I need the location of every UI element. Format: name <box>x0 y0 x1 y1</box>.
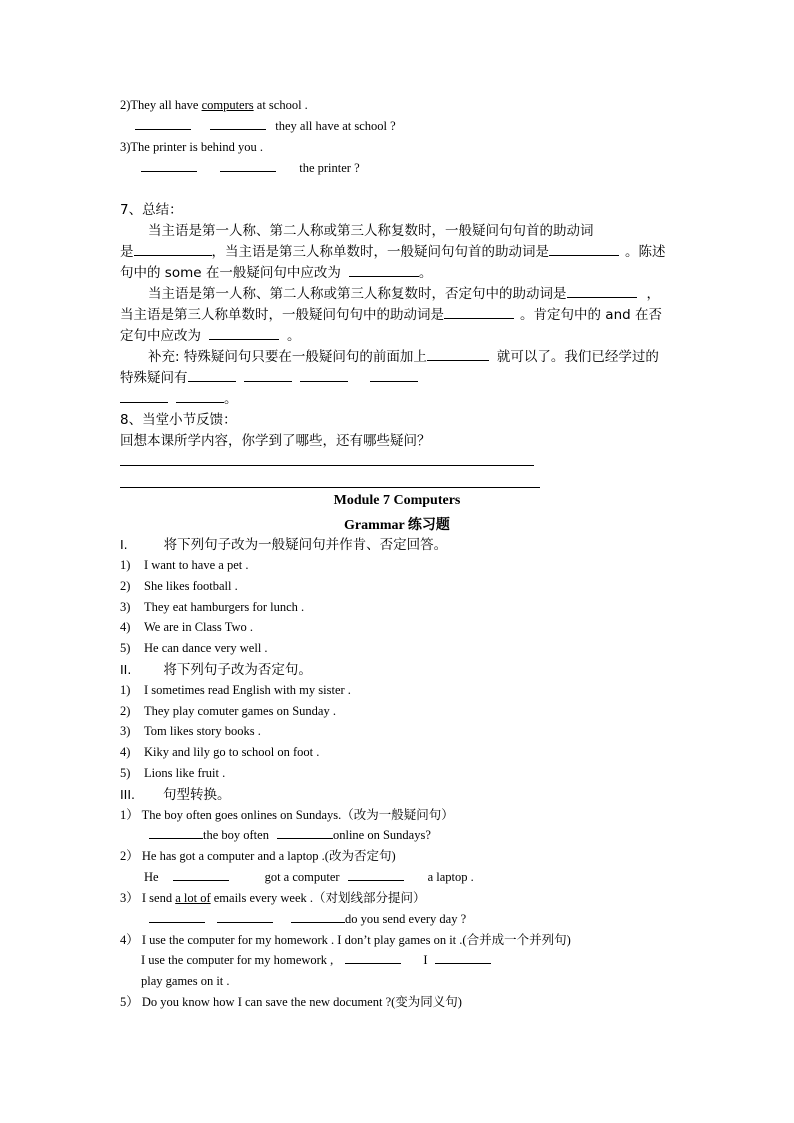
answer-blank[interactable] <box>427 347 489 361</box>
part2-item: 5) Lions like fruit . <box>120 766 226 780</box>
part3-q1: 1） The boy often goes onlines on Sundays.（改为一般疑问句） <box>120 808 454 822</box>
underlined-phrase: a lot of <box>175 891 211 905</box>
part3-q4-continuation: play games on it . <box>141 974 230 988</box>
answer-blank[interactable] <box>244 368 292 382</box>
answer-blank[interactable] <box>149 825 203 839</box>
part3-q4: 4） I use the computer for my homework . I don’t play games on it .(合并成一个并列句) <box>120 933 571 947</box>
summary-p3-line3: 。 <box>120 389 238 410</box>
part3-q3-answer: do you send every day ? <box>149 909 466 930</box>
part3-q1-answer: the boy often online on Sundays? <box>149 825 431 846</box>
answer-blank[interactable] <box>176 389 224 403</box>
part3-q5: 5） Do you know how I can save the new document ?(变为同义句) <box>120 995 462 1009</box>
part1-heading: I. 将下列句子改为一般疑问句并作肯、否定回答。 <box>120 537 448 553</box>
answer-blank[interactable] <box>141 158 197 172</box>
feedback-prompt: 回想本课所学内容，你学到了哪些，还有哪些疑问？ <box>120 433 431 449</box>
answer-blank[interactable] <box>220 158 276 172</box>
q2-sentence: 2)They all have computers at school . <box>120 98 308 112</box>
answer-blank[interactable] <box>217 909 273 923</box>
answer-blank[interactable] <box>345 950 401 964</box>
answer-blank[interactable] <box>173 867 229 881</box>
answer-blank[interactable] <box>120 389 168 403</box>
part2-item: 2) They play comuter games on Sunday . <box>120 704 336 718</box>
part1-item: 4) We are in Class Two . <box>120 620 253 634</box>
summary-p1-line3: 句中的 some 在一般疑问句中应改为 。 <box>120 265 433 281</box>
answer-blank[interactable] <box>444 305 514 319</box>
answer-blank[interactable] <box>300 368 348 382</box>
part3-q2-answer: He got a computer a laptop . <box>144 867 474 888</box>
feedback-answer-line[interactable] <box>120 465 534 466</box>
answer-blank[interactable] <box>567 284 637 298</box>
summary-p2-line3: 定句中应改为 。 <box>120 328 301 344</box>
answer-blank[interactable] <box>291 909 345 923</box>
answer-blank[interactable] <box>135 116 191 130</box>
answer-blank[interactable] <box>549 242 619 256</box>
summary-p1-line1: 当主语是第一人称、第二人称或第三人称复数时，一般疑问句句首的助动词 <box>148 223 594 239</box>
module-subtitle: Grammar 练习题 <box>344 518 450 533</box>
underlined-word: computers <box>201 98 254 112</box>
q3-answer-line: the printer ? <box>141 158 360 179</box>
summary-heading: 7、总结： <box>120 202 183 218</box>
answer-blank[interactable] <box>188 368 236 382</box>
answer-blank[interactable] <box>435 950 491 964</box>
feedback-heading: 8、当堂小节反馈： <box>120 412 237 428</box>
answer-blank[interactable] <box>370 368 418 382</box>
answer-blank[interactable] <box>209 326 279 340</box>
q3-sentence: 3)The printer is behind you . <box>120 140 264 154</box>
part2-item: 1) I sometimes read English with my sister . <box>120 683 351 697</box>
answer-blank[interactable] <box>277 825 333 839</box>
part2-item: 4) Kiky and lily go to school on foot . <box>120 745 320 759</box>
part2-item: 3) Tom likes story books . <box>120 724 261 738</box>
summary-p3-line1: 补充: 特殊疑问句只要在一般疑问句的前面加上 就可以了。我们已经学过的 <box>148 349 659 365</box>
part3-heading: III. 句型转换。 <box>120 787 231 803</box>
part3-q3: 3） I send a lot of emails every week .（对划线部分提问） <box>120 891 426 905</box>
answer-blank[interactable] <box>134 242 212 256</box>
feedback-answer-line[interactable] <box>120 487 540 488</box>
part1-item: 5) He can dance very well . <box>120 641 268 655</box>
part1-item: 1) I want to have a pet . <box>120 558 249 572</box>
answer-blank[interactable] <box>210 116 266 130</box>
part1-item: 2) She likes football . <box>120 579 238 593</box>
summary-p2-line1: 当主语是第一人称、第二人称或第三人称复数时，否定句中的助动词是 ， <box>148 286 660 302</box>
part2-heading: II. 将下列句子改为否定句。 <box>120 662 312 678</box>
q2-answer-line: they all have at school ? <box>135 116 396 137</box>
answer-blank[interactable] <box>349 263 419 277</box>
summary-p3-line2: 特殊疑问有 <box>120 368 418 389</box>
module-title: Module 7 Computers <box>333 493 461 508</box>
part3-q2: 2） He has got a computer and a laptop .(改为否定句) <box>120 849 396 863</box>
part3-q4-answer: I use the computer for my homework , I <box>141 950 491 971</box>
summary-p1-line2: 是 ，当主语是第三人称单数时，一般疑问句句首的助动词是 。陈述 <box>120 244 666 260</box>
answer-blank[interactable] <box>149 909 205 923</box>
part1-item: 3) They eat hamburgers for lunch . <box>120 600 305 614</box>
summary-p2-line2: 当主语是第三人称单数时，一般疑问句句中的助动词是 。肯定句中的 and 在否 <box>120 307 662 323</box>
answer-blank[interactable] <box>348 867 404 881</box>
